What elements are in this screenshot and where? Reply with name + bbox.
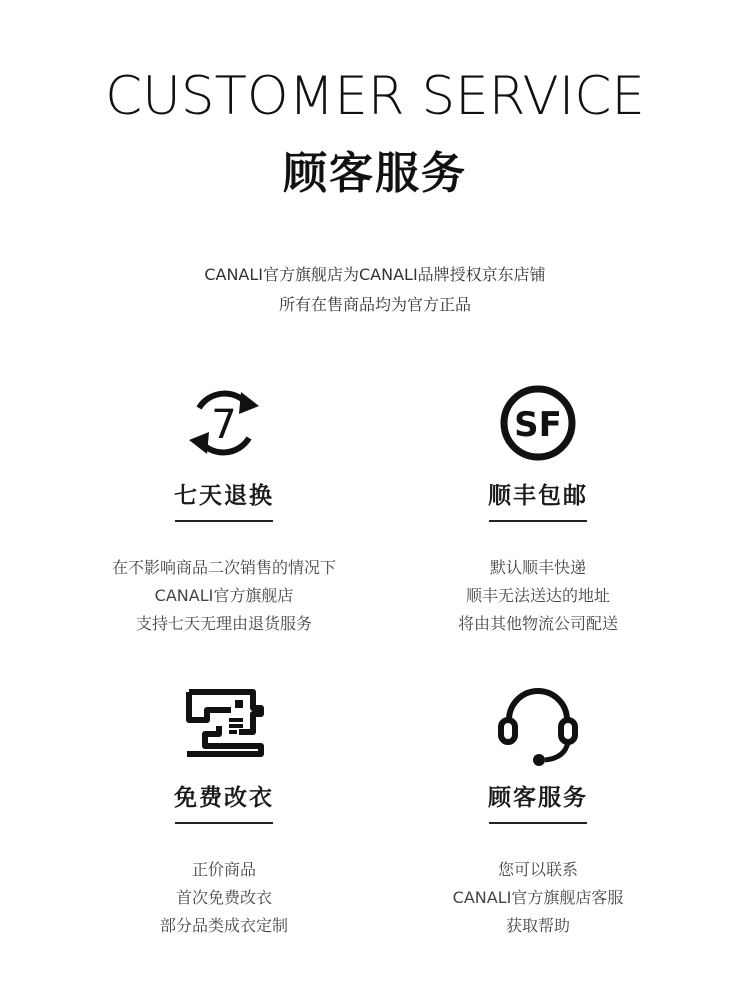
description-line: 在不影响商品二次销售的情况下 xyxy=(111,558,336,577)
seven-day-return-icon xyxy=(179,378,269,468)
description-line: 正价商品 xyxy=(191,860,256,879)
headset-icon xyxy=(493,680,583,770)
intro-line: CANALI官方旗舰店为CANALI品牌授权京东店铺 xyxy=(204,265,546,284)
page-title-english: CUSTOMER SERVICE xyxy=(105,66,645,127)
feature-title: 顺丰包邮 xyxy=(488,482,588,509)
feature-description xyxy=(74,856,374,940)
intro-line: 所有在售商品均为官方正品 xyxy=(278,295,471,314)
feature-seven-day-return xyxy=(74,378,374,638)
description-line: 将由其他物流公司配送 xyxy=(457,614,618,633)
feature-description xyxy=(74,554,374,638)
title-underline xyxy=(489,822,587,824)
page-title-chinese: 顾客服务 xyxy=(283,148,467,199)
description-line: 首次免费改衣 xyxy=(175,888,272,907)
svg-text:SF: SF xyxy=(514,405,562,445)
feature-customer-service xyxy=(388,680,688,940)
feature-title: 顾客服务 xyxy=(488,784,588,811)
sf-express-icon xyxy=(493,378,583,468)
title-underline xyxy=(175,520,273,522)
feature-free-alteration xyxy=(74,680,374,940)
feature-title: 七天退换 xyxy=(174,482,274,509)
description-line: 默认顺丰快递 xyxy=(489,558,586,577)
svg-text:7: 7 xyxy=(211,402,237,448)
description-line: 您可以联系 xyxy=(497,860,578,879)
title-underline xyxy=(489,520,587,522)
sewing-machine-icon xyxy=(179,680,269,770)
description-line: 部分品类成衣定制 xyxy=(159,916,288,935)
feature-title: 免费改衣 xyxy=(174,784,274,811)
feature-description xyxy=(388,554,688,638)
store-intro xyxy=(0,260,750,320)
description-line: 顺丰无法送达的地址 xyxy=(465,586,610,605)
feature-description xyxy=(388,856,688,940)
description-line: CANALI官方旗舰店 xyxy=(154,586,294,605)
description-line: 支持七天无理由退货服务 xyxy=(135,614,312,633)
description-line: CANALI官方旗舰店客服 xyxy=(452,888,624,907)
feature-sf-express xyxy=(388,378,688,638)
description-line: 获取帮助 xyxy=(505,916,570,935)
title-underline xyxy=(175,822,273,824)
